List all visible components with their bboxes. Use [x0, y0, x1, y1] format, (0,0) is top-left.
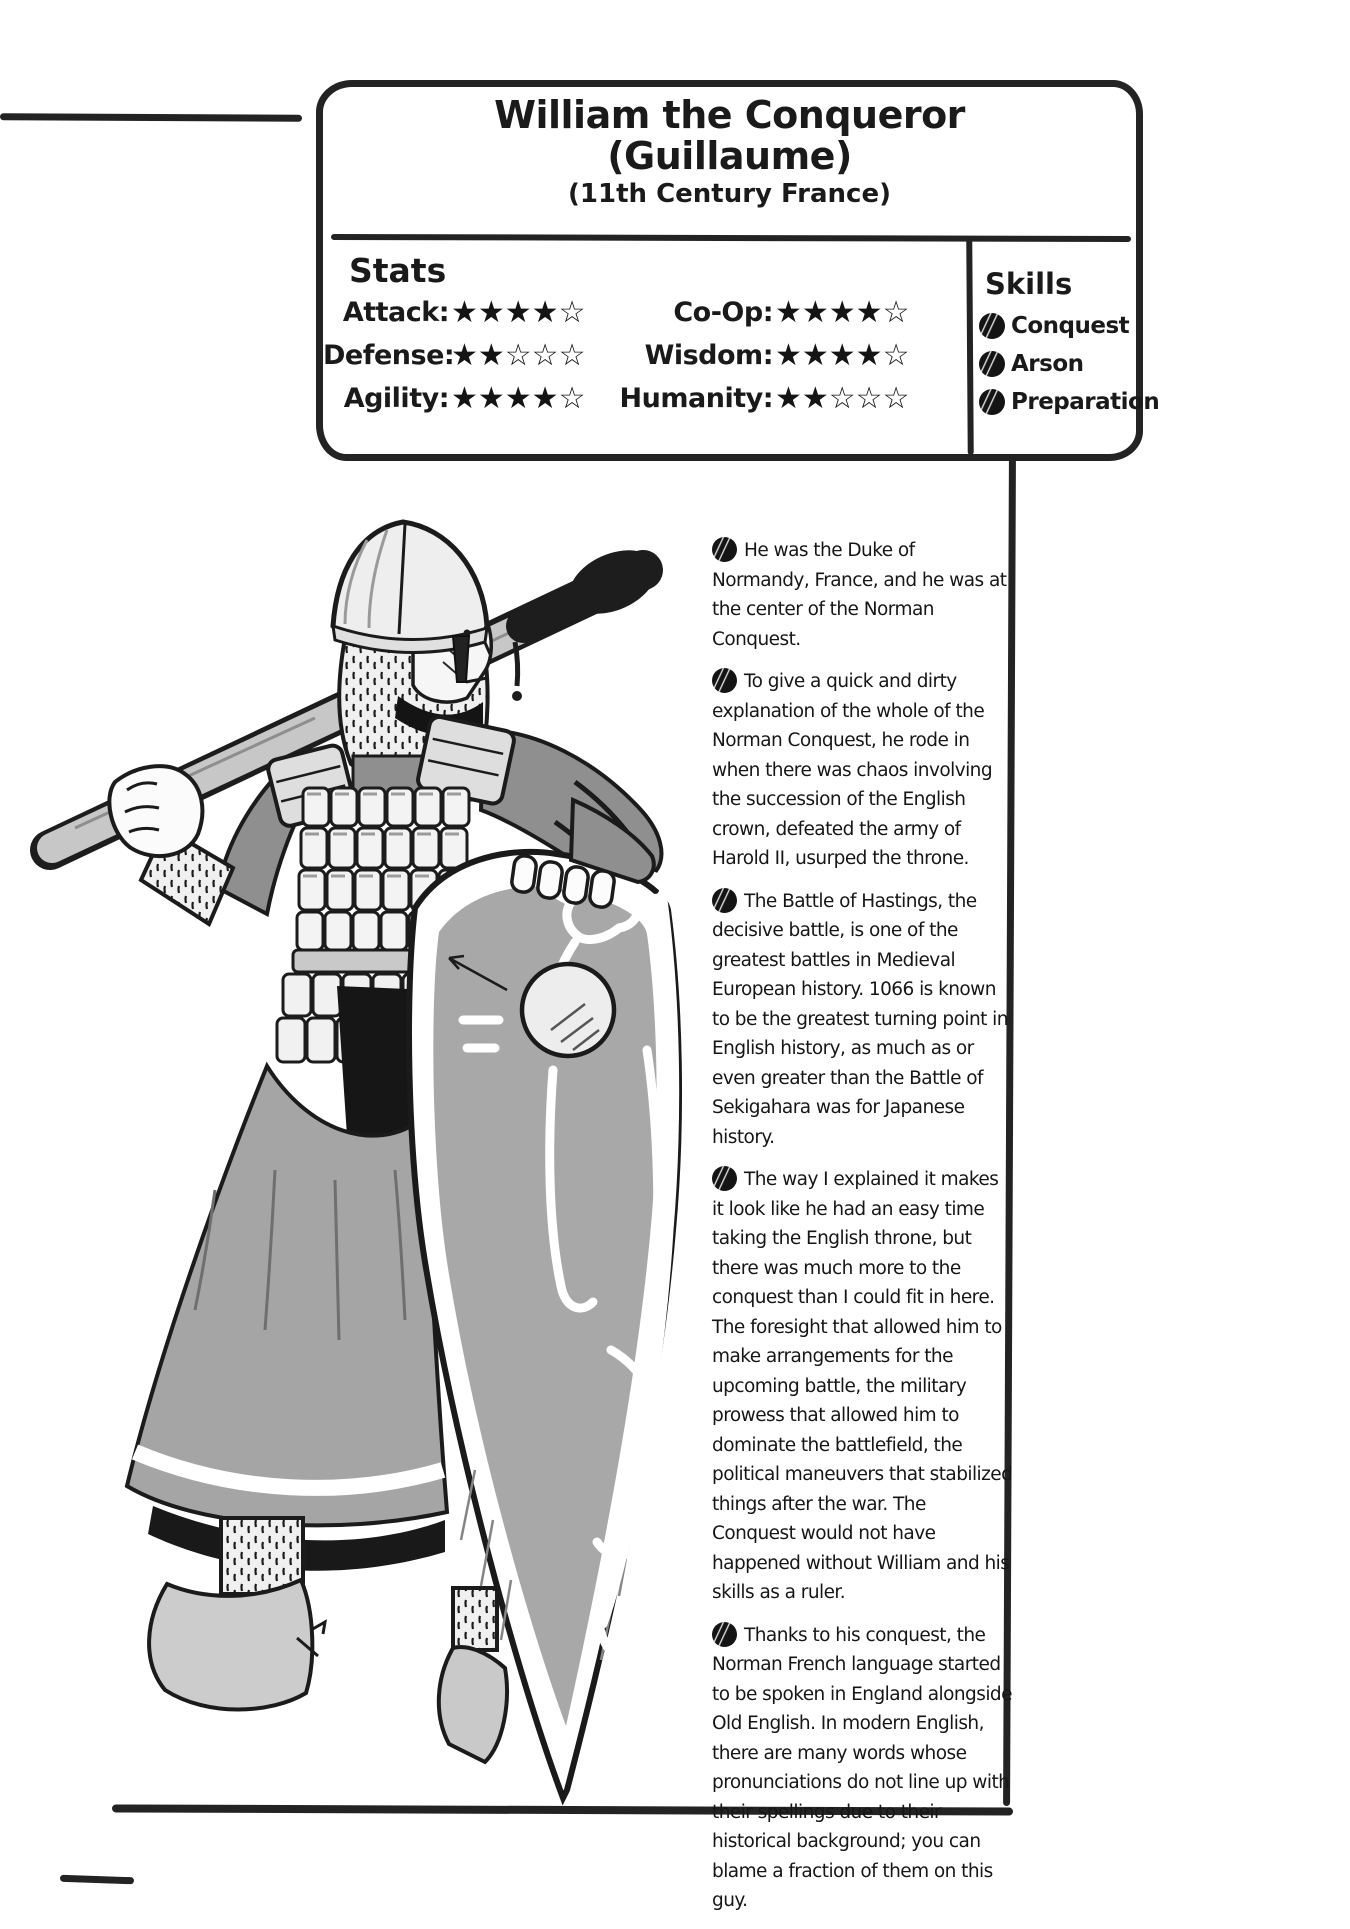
bio-paragraph [712, 1621, 1013, 1916]
stat-label: Wisdom: [644, 340, 773, 371]
sketch-circle-bullet-icon [979, 389, 1005, 415]
page-border-bottom-dash [60, 1875, 134, 1885]
stat-row [323, 334, 635, 377]
skill-label: Preparation [1011, 389, 1160, 415]
skill-item [979, 307, 1139, 345]
card-divider [331, 234, 1131, 242]
skill-label: Arson [1011, 351, 1084, 377]
shield-boss [522, 964, 614, 1056]
sketch-circle-bullet-icon [712, 668, 737, 693]
stats-col-left [323, 291, 635, 420]
stats-heading: Stats [349, 251, 447, 290]
stat-label: Defense: [323, 340, 455, 371]
skills-section [979, 267, 1160, 421]
stat-label: Humanity: [619, 383, 773, 414]
bio-paragraph-text: He was the Duke of Normandy, France, and he was at the center of the Norman Conquest. [712, 540, 1007, 650]
bio-paragraph-text: Thanks to his conquest, the Norman French language started to be spoken in England alongside Old English. In modern English, there are many words whose pronunciations do not line up with their spellings due to their historical background; you can blame a fraction of them on this guy. [712, 1624, 1012, 1911]
stat-label: Co-Op: [673, 297, 773, 328]
bio-paragraph [712, 536, 1013, 654]
bio-paragraph-text: The way I explained it makes it look like he had an easy time taking the English throne, but there was much more to the conquest than I could fit in here. The foresight that allowed him to make arrangements for the upcoming battle, the military prowess that allowed him to dominate the battlefield, the political maneuvers that stabilized things after the war. The Conquest would not have happened without William and his skills as a ruler. [712, 1169, 1013, 1603]
left-boot [149, 1580, 312, 1710]
stat-row [611, 334, 951, 377]
stats-col-right [611, 291, 951, 420]
stat-row [611, 291, 951, 334]
sketch-circle-bullet-icon [979, 313, 1005, 339]
skills-list [979, 307, 1160, 421]
bio-paragraph-text: To give a quick and dirty explanation of the whole of the Norman Conquest, he rode in when there was chaos involving the succession of the English crown, defeated the army of Harold II, usurped the throne. [712, 671, 993, 869]
bio-paragraph [712, 887, 1013, 1153]
star-rating: ★★★★☆ [775, 338, 910, 373]
star-rating: ★★★★☆ [775, 295, 910, 330]
stat-label: Agility: [343, 383, 449, 414]
character-card [316, 80, 1160, 461]
stat-label: Attack: [342, 297, 449, 328]
star-rating: ★★☆☆☆ [451, 338, 586, 373]
star-rating: ★★★★☆ [451, 381, 586, 416]
character-alt-name: (Guillaume) [607, 134, 852, 179]
bio-paragraph-text: The Battle of Hastings, the decisive battle, is one of the greatest battles in Medieval European history. 1066 is known to be the greatest turning point in English history, as much as or even greater than the Battle of Sekigahara was for Japanese history. [712, 890, 1008, 1148]
bio-paragraph [712, 667, 1013, 874]
right-boot [439, 1647, 507, 1762]
sketch-circle-bullet-icon [712, 1166, 737, 1191]
character-illustration [15, 430, 695, 1820]
character-era: (11th Century France) [568, 179, 891, 210]
stat-row [323, 377, 635, 420]
bio-paragraph [712, 1165, 1013, 1608]
stat-row [611, 377, 951, 420]
sketch-circle-bullet-icon [712, 888, 737, 913]
stat-row [323, 291, 635, 334]
card-title [323, 95, 1136, 208]
star-rating: ★★★★☆ [451, 295, 586, 330]
bio-section [712, 536, 1013, 1929]
skirt [127, 1066, 447, 1571]
skills-heading: Skills [985, 267, 1073, 301]
skills-divider [966, 239, 974, 455]
page-border-top [0, 113, 302, 122]
sketch-circle-bullet-icon [712, 537, 737, 562]
skill-item [979, 383, 1160, 421]
sketch-circle-bullet-icon [712, 1622, 737, 1647]
character-name: William the Conqueror [494, 93, 965, 137]
skill-item [979, 345, 1139, 383]
sketch-circle-bullet-icon [979, 351, 1005, 377]
skill-label: Conquest [1011, 313, 1130, 339]
star-rating: ★★☆☆☆ [775, 381, 910, 416]
